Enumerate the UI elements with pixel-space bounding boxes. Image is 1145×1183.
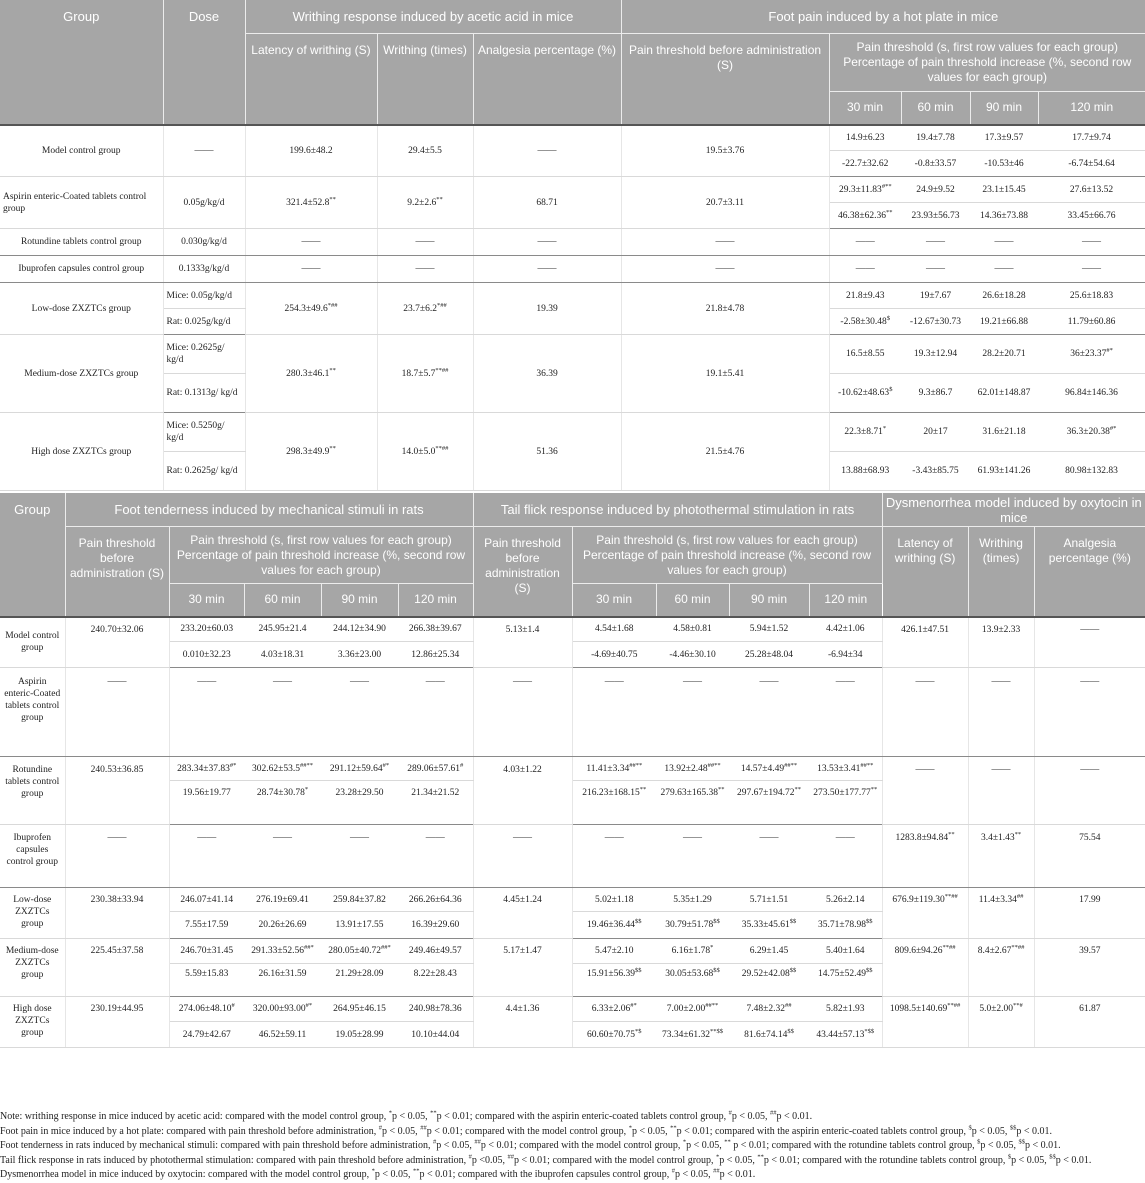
writhing-cell: 3.4±1.43** <box>968 825 1034 888</box>
analgesia-cell: —— <box>473 256 621 283</box>
value-cell: 36±23.37#* <box>1038 335 1145 374</box>
value-cell: 24.9±9.52 <box>901 177 970 203</box>
value-cell: 5.82±1.93 <box>809 997 882 1022</box>
writhing-cell: 5.0±2.00**# <box>968 997 1034 1048</box>
value-cell: 249.46±49.57 <box>398 939 473 964</box>
value-cell: 10.10±44.04 <box>398 1022 473 1048</box>
header-120min: 120 min <box>1038 92 1145 125</box>
pain-before-cell: 21.5±4.76 <box>621 413 829 491</box>
writhing-cell: 18.7±5.7**## <box>377 335 473 413</box>
value-cell: 233.20±60.03 <box>169 617 244 642</box>
value-cell: 5.59±15.83 <box>169 964 244 997</box>
analgesia-cell: 68.71 <box>473 177 621 229</box>
value-cell: —— <box>809 668 882 757</box>
value-cell: 28.2±20.71 <box>970 335 1038 374</box>
latency-cell: 199.6±48.2 <box>245 125 377 177</box>
value-cell: 283.34±37.83#* <box>169 757 244 781</box>
group-cell: Rotundine tablets control group <box>0 757 65 825</box>
value-cell: 28.74±30.78* <box>244 781 321 825</box>
value-cell: —— <box>244 825 321 888</box>
value-cell: 35.71±78.98$$ <box>809 912 882 939</box>
value-cell: 46.38±62.36** <box>829 203 901 229</box>
value-cell: 289.06±57.61# <box>398 757 473 781</box>
value-cell: —— <box>970 256 1038 283</box>
value-cell: 19.05±28.99 <box>321 1022 398 1048</box>
analgesia-cell: 61.87 <box>1034 997 1145 1048</box>
header-writhing: Writhing (times) <box>968 527 1034 617</box>
analgesia-cell: —— <box>1034 668 1145 757</box>
dose-cell: —— <box>163 125 245 177</box>
value-cell: 246.70±31.45 <box>169 939 244 964</box>
pain-before-cell: 4.4±1.36 <box>473 997 572 1048</box>
latency-cell: 1283.8±94.84** <box>882 825 968 888</box>
writhing-cell: 13.9±2.33 <box>968 617 1034 668</box>
pain-before-cell: 4.45±1.24 <box>473 888 572 939</box>
value-cell: —— <box>169 825 244 888</box>
value-cell: -6.74±54.64 <box>1038 151 1145 177</box>
value-cell: 13.53±3.41##** <box>809 757 882 781</box>
value-cell: 19.3±12.94 <box>901 335 970 374</box>
value-cell: 46.52±59.11 <box>244 1022 321 1048</box>
analgesia-cell: 75.54 <box>1034 825 1145 888</box>
latency-cell: 676.9±119.30**## <box>882 888 968 939</box>
header-pain-before: Pain threshold before administration (S) <box>621 34 829 125</box>
group-cell: Ibuprofen capsules control group <box>0 825 65 888</box>
value-cell: 23.1±15.45 <box>970 177 1038 203</box>
pain-before-cell: —— <box>621 256 829 283</box>
header-30min: 30 min <box>169 584 244 617</box>
value-cell: —— <box>970 229 1038 256</box>
value-cell: -2.58±30.48$ <box>829 309 901 335</box>
value-cell: 22.3±8.71* <box>829 413 901 452</box>
value-cell: 24.79±42.67 <box>169 1022 244 1048</box>
latency-cell: 809.6±94.26**## <box>882 939 968 997</box>
value-cell: 5.26±2.14 <box>809 888 882 912</box>
table-notes <box>0 1110 1140 1183</box>
value-cell: 11.41±3.34##** <box>572 757 656 781</box>
header-60min: 60 min <box>901 92 970 125</box>
value-cell: 4.58±0.81 <box>656 617 729 642</box>
value-cell: 19.46±36.44$$ <box>572 912 656 939</box>
value-cell: 297.67±194.72** <box>729 781 809 825</box>
value-cell: 13.88±68.93 <box>829 452 901 491</box>
dose-cell: Mice: 0.5250g/ kg/d <box>163 413 245 452</box>
pain-before-cell: 5.13±1.4 <box>473 617 572 668</box>
analgesia-cell: 19.39 <box>473 283 621 335</box>
value-cell: 4.54±1.68 <box>572 617 656 642</box>
group-cell: Ibuprofen capsules control group <box>0 256 163 283</box>
value-cell: 16.5±8.55 <box>829 335 901 374</box>
value-cell: 280.05±40.72##* <box>321 939 398 964</box>
value-cell: 13.92±2.48##** <box>656 757 729 781</box>
value-cell: 266.26±64.36 <box>398 888 473 912</box>
value-cell: —— <box>572 668 656 757</box>
table-row <box>0 617 1145 642</box>
value-cell: 12.86±25.34 <box>398 642 473 668</box>
header-90min: 90 min <box>970 92 1038 125</box>
analgesia-cell: 17.99 <box>1034 888 1145 939</box>
header-pain-before: Pain threshold before administration (S) <box>65 527 169 617</box>
value-cell: 25.6±18.83 <box>1038 283 1145 309</box>
value-cell: —— <box>321 668 398 757</box>
value-cell: 96.84±146.36 <box>1038 374 1145 413</box>
header-group: Group <box>0 0 163 125</box>
pain-before-cell: 230.38±33.94 <box>65 888 169 939</box>
header-analgesia: Analgesia percentage (%) <box>473 34 621 125</box>
pain-before-cell: —— <box>621 229 829 256</box>
header-pain-before: Pain threshold before administration (S) <box>473 527 572 617</box>
table-row <box>0 668 1145 757</box>
value-cell: 279.63±165.38** <box>656 781 729 825</box>
writhing-cell: 11.4±3.34## <box>968 888 1034 939</box>
value-cell: 276.19±69.41 <box>244 888 321 912</box>
value-cell: 291.12±59.64#* <box>321 757 398 781</box>
pain-before-cell: —— <box>65 825 169 888</box>
value-cell: 33.45±66.76 <box>1038 203 1145 229</box>
value-cell: —— <box>398 825 473 888</box>
value-cell: 7.00±2.00##** <box>656 997 729 1022</box>
table-row <box>0 997 1145 1022</box>
value-cell: -10.53±46 <box>970 151 1038 177</box>
table-row <box>0 888 1145 912</box>
group-cell: Model control group <box>0 617 65 668</box>
value-cell: —— <box>729 668 809 757</box>
pain-before-cell: 19.5±3.76 <box>621 125 829 177</box>
value-cell: 29.52±42.08$$ <box>729 964 809 997</box>
table-row <box>0 125 1145 151</box>
analgesia-cell: 39.57 <box>1034 939 1145 997</box>
value-cell: 9.3±86.7 <box>901 374 970 413</box>
analgesia-cell: —— <box>473 229 621 256</box>
value-cell: 30.05±53.68$$ <box>656 964 729 997</box>
header-writhing: Writhing (times) <box>377 34 473 125</box>
value-cell: 27.6±13.52 <box>1038 177 1145 203</box>
note-line: Dysmenorrhea model in mice induced by oxytocin: compared with the model control group, *p < 0.05, **p < 0.01; compared with the ibuprofen capsules control group, #p < 0.05, ##p < 0.01. <box>0 1168 756 1181</box>
group-cell: High dose ZXZTCs group <box>0 413 163 491</box>
value-cell: 5.35±1.29 <box>656 888 729 912</box>
value-cell: 5.02±1.18 <box>572 888 656 912</box>
value-cell: 20.26±26.69 <box>244 912 321 939</box>
pain-before-cell: 19.1±5.41 <box>621 335 829 413</box>
latency-cell: —— <box>245 256 377 283</box>
pain-before-cell: 230.19±44.95 <box>65 997 169 1048</box>
analgesia-cell: —— <box>473 125 621 177</box>
group-cell: Medium-dose ZXZTCs group <box>0 335 163 413</box>
value-cell: 17.3±9.57 <box>970 125 1038 151</box>
dose-cell: Rat: 0.025g/kg/d <box>163 309 245 335</box>
value-cell: 80.98±132.83 <box>1038 452 1145 491</box>
value-cell: 5.40±1.64 <box>809 939 882 964</box>
header-120min: 120 min <box>809 584 882 617</box>
header-latency: Latency of writhing (S) <box>882 527 968 617</box>
dose-cell: Rat: 0.2625g/ kg/d <box>163 452 245 491</box>
table-row <box>0 283 1145 309</box>
pain-before-cell: —— <box>473 825 572 888</box>
pain-before-cell: 225.45±37.58 <box>65 939 169 997</box>
header-30min: 30 min <box>572 584 656 617</box>
value-cell: 30.79±51.78$$ <box>656 912 729 939</box>
pain-before-cell: 20.7±3.11 <box>621 177 829 229</box>
header-60min: 60 min <box>244 584 321 617</box>
value-cell: 7.55±17.59 <box>169 912 244 939</box>
value-cell: -4.46±30.10 <box>656 642 729 668</box>
writhing-cell: —— <box>377 229 473 256</box>
value-cell: —— <box>829 256 901 283</box>
latency-cell: —— <box>882 757 968 825</box>
value-cell: 62.01±148.87 <box>970 374 1038 413</box>
latency-cell: 280.3±46.1** <box>245 335 377 413</box>
value-cell: 19.56±19.77 <box>169 781 244 825</box>
writhing-cell: 14.0±5.0**## <box>377 413 473 491</box>
dose-cell: 0.030g/kg/d <box>163 229 245 256</box>
writhing-cell: —— <box>968 668 1034 757</box>
value-cell: 43.44±57.13*$$ <box>809 1022 882 1048</box>
value-cell: 0.010±32.23 <box>169 642 244 668</box>
value-cell: —— <box>572 825 656 888</box>
value-cell: 274.06±48.10# <box>169 997 244 1022</box>
value-cell: 5.47±2.10 <box>572 939 656 964</box>
value-cell: —— <box>729 825 809 888</box>
table-row <box>0 335 1145 374</box>
latency-cell: 426.1±47.51 <box>882 617 968 668</box>
value-cell: -10.62±48.63$ <box>829 374 901 413</box>
analgesia-cell: —— <box>1034 617 1145 668</box>
value-cell: 8.22±28.43 <box>398 964 473 997</box>
header-30min: 30 min <box>829 92 901 125</box>
hot-plate-writhing-table <box>0 0 1145 491</box>
value-cell: 17.7±9.74 <box>1038 125 1145 151</box>
value-cell: 5.71±1.51 <box>729 888 809 912</box>
writhing-cell: —— <box>377 256 473 283</box>
value-cell: 60.60±70.75*$ <box>572 1022 656 1048</box>
value-cell: 266.38±39.67 <box>398 617 473 642</box>
pain-before-cell: —— <box>473 668 572 757</box>
value-cell: 14.75±52.49$$ <box>809 964 882 997</box>
value-cell: 273.50±177.77** <box>809 781 882 825</box>
header-mech-section: Foot tenderness induced by mechanical stimuli in rats <box>65 493 473 527</box>
pain-before-cell: 4.03±1.22 <box>473 757 572 825</box>
header-group: Group <box>0 493 65 617</box>
value-cell: -12.67±30.73 <box>901 309 970 335</box>
value-cell: 25.28±48.04 <box>729 642 809 668</box>
value-cell: 245.95±21.4 <box>244 617 321 642</box>
value-cell: —— <box>901 229 970 256</box>
value-cell: 291.33±52.56##* <box>244 939 321 964</box>
latency-cell: —— <box>882 668 968 757</box>
header-120min: 120 min <box>398 584 473 617</box>
header-tail-section: Tail flick response induced by photothermal stimulation in rats <box>473 493 882 527</box>
value-cell: 240.98±78.36 <box>398 997 473 1022</box>
mechanical-tail-dysmenorrhea-table <box>0 493 1145 1048</box>
value-cell: 3.36±23.00 <box>321 642 398 668</box>
value-cell: —— <box>1038 256 1145 283</box>
writhing-cell: 8.4±2.67**## <box>968 939 1034 997</box>
header-latency: Latency of writhing (S) <box>245 34 377 125</box>
dose-cell: Mice: 0.05g/kg/d <box>163 283 245 309</box>
value-cell: 61.93±141.26 <box>970 452 1038 491</box>
table-row <box>0 825 1145 888</box>
value-cell: 26.6±18.28 <box>970 283 1038 309</box>
pain-before-cell: 21.8±4.78 <box>621 283 829 335</box>
header-90min: 90 min <box>729 584 809 617</box>
value-cell: 36.3±20.38#* <box>1038 413 1145 452</box>
value-cell: 15.91±56.39$$ <box>572 964 656 997</box>
value-cell: 19.21±66.88 <box>970 309 1038 335</box>
note-line: Note: writhing response in mice induced by acetic acid: compared with the model control group, *p < 0.05, **p < 0.01; compared with the aspirin enteric-coated tablets control group, #p < 0.05, ##p < 0.01. <box>0 1109 813 1122</box>
value-cell: -4.69±40.75 <box>572 642 656 668</box>
value-cell: 244.12±34.90 <box>321 617 398 642</box>
dose-cell: 0.1333g/kg/d <box>163 256 245 283</box>
dose-cell: Rat: 0.1313g/ kg/d <box>163 374 245 413</box>
value-cell: 23.93±56.73 <box>901 203 970 229</box>
value-cell: 73.34±61.32**$$ <box>656 1022 729 1048</box>
value-cell: 21.29±28.09 <box>321 964 398 997</box>
pain-before-cell: 5.17±1.47 <box>473 939 572 997</box>
pain-before-cell: 240.70±32.06 <box>65 617 169 668</box>
value-cell: -22.7±32.62 <box>829 151 901 177</box>
latency-cell: 1098.5±140.69**## <box>882 997 968 1048</box>
header-pain-threshold: Pain threshold (s, first row values for each group) Percentage of pain threshold increase (%, second row values for each group) <box>572 527 882 584</box>
value-cell: 23.28±29.50 <box>321 781 398 825</box>
value-cell: —— <box>1038 229 1145 256</box>
value-cell: 14.57±4.49##** <box>729 757 809 781</box>
value-cell: -3.43±85.75 <box>901 452 970 491</box>
latency-cell: 321.4±52.8** <box>245 177 377 229</box>
value-cell: —— <box>656 668 729 757</box>
value-cell: 16.39±29.60 <box>398 912 473 939</box>
value-cell: 26.16±31.59 <box>244 964 321 997</box>
value-cell: 29.3±11.83#** <box>829 177 901 203</box>
group-cell: Rotundine tablets control group <box>0 229 163 256</box>
value-cell: 7.48±2.32## <box>729 997 809 1022</box>
value-cell: 6.33±2.06#* <box>572 997 656 1022</box>
writhing-cell: —— <box>968 757 1034 825</box>
value-cell: —— <box>169 668 244 757</box>
writhing-cell: 23.7±6.2*## <box>377 283 473 335</box>
table-row <box>0 177 1145 203</box>
table-row <box>0 256 1145 283</box>
value-cell: —— <box>398 668 473 757</box>
value-cell: 6.16±1.78* <box>656 939 729 964</box>
table-row <box>0 939 1145 964</box>
value-cell: 81.6±74.14$$ <box>729 1022 809 1048</box>
value-cell: 4.42±1.06 <box>809 617 882 642</box>
group-cell: Model control group <box>0 125 163 177</box>
value-cell: 5.94±1.52 <box>729 617 809 642</box>
header-90min: 90 min <box>321 584 398 617</box>
group-cell: Aspirin enteric-Coated tablets control group <box>0 668 65 757</box>
header-pain-threshold: Pain threshold (s, first row values for each group) Percentage of pain threshold increase (%, second row values for each group) <box>169 527 473 584</box>
value-cell: 14.9±6.23 <box>829 125 901 151</box>
value-cell: —— <box>901 256 970 283</box>
value-cell: 19±7.67 <box>901 283 970 309</box>
latency-cell: 254.3±49.6*## <box>245 283 377 335</box>
group-cell: Aspirin enteric-Coated tablets control group <box>0 177 163 229</box>
latency-cell: —— <box>245 229 377 256</box>
value-cell: 19.4±7.78 <box>901 125 970 151</box>
value-cell: —— <box>244 668 321 757</box>
value-cell: 35.33±45.61$$ <box>729 912 809 939</box>
note-line: Foot tenderness in rats induced by mechanical stimuli: compared with pain threshold before administration, #p < 0.05, ##p < 0.01; compared with the model control group, *p < 0.05, ** p < 0.01; compared with the rotundine tablets control group, $p < 0.05, $$p < 0.01. <box>0 1138 1061 1152</box>
value-cell: 246.07±41.14 <box>169 888 244 912</box>
analgesia-cell: —— <box>1034 757 1145 825</box>
value-cell: -6.94±34 <box>809 642 882 668</box>
value-cell: 216.23±168.15** <box>572 781 656 825</box>
pain-before-cell: 240.53±36.85 <box>65 757 169 825</box>
value-cell: 6.29±1.45 <box>729 939 809 964</box>
latency-cell: 298.3±49.9** <box>245 413 377 491</box>
value-cell: 20±17 <box>901 413 970 452</box>
value-cell: 302.62±53.5##** <box>244 757 321 781</box>
value-cell: 31.6±21.18 <box>970 413 1038 452</box>
value-cell: 264.95±46.15 <box>321 997 398 1022</box>
dose-cell: Mice: 0.2625g/ kg/d <box>163 335 245 374</box>
writhing-cell: 29.4±5.5 <box>377 125 473 177</box>
header-writhing-section: Writhing response induced by acetic acid in mice <box>245 0 621 34</box>
analgesia-cell: 51.36 <box>473 413 621 491</box>
group-cell: Low-dose ZXZTCs group <box>0 283 163 335</box>
value-cell: 13.91±17.55 <box>321 912 398 939</box>
group-cell: Medium-dose ZXZTCs group <box>0 939 65 997</box>
value-cell: —— <box>656 825 729 888</box>
value-cell: 21.8±9.43 <box>829 283 901 309</box>
table-row <box>0 413 1145 452</box>
writhing-cell: 9.2±2.6** <box>377 177 473 229</box>
note-line: Foot pain in mice induced by a hot plate: compared with pain threshold before administration, #p < 0.05, ##p < 0.01; compared with the model control group, *p < 0.05, **p < 0.01; compared with the aspirin enteric-coated tablets control group, $p < 0.05, $$p < 0.01. <box>0 1124 1053 1137</box>
value-cell: 320.00±93.00#* <box>244 997 321 1022</box>
header-dys-section: Dysmenorrhea model induced by oxytocin in mice <box>882 493 1145 527</box>
pain-before-cell: —— <box>65 668 169 757</box>
header-60min: 60 min <box>656 584 729 617</box>
header-hotplate-section: Foot pain induced by a hot plate in mice <box>621 0 1145 34</box>
value-cell: 21.34±21.52 <box>398 781 473 825</box>
note-line: Tail flick response in rats induced by photothermal stimulation: compared with pain threshold before administration, #p <0.05, ##p < 0.01; compared with the model control group, *p < 0.05, **p < 0.01; compared with the rotundine tablets control group, $p < 0.05, $$p < 0.01. <box>0 1153 1092 1166</box>
value-cell: —— <box>829 229 901 256</box>
header-analgesia: Analgesia percentage (%) <box>1034 527 1145 617</box>
header-pain-threshold: Pain threshold (s, first row values for each group) Percentage of pain threshold increase (%, second row values for each group) <box>829 34 1145 92</box>
header-dose: Dose <box>163 0 245 125</box>
dose-cell: 0.05g/kg/d <box>163 177 245 229</box>
table-row <box>0 757 1145 781</box>
value-cell: 4.03±18.31 <box>244 642 321 668</box>
value-cell: 11.79±60.86 <box>1038 309 1145 335</box>
table-row <box>0 229 1145 256</box>
group-cell: Low-dose ZXZTCs group <box>0 888 65 939</box>
value-cell: —— <box>321 825 398 888</box>
value-cell: 259.84±37.82 <box>321 888 398 912</box>
value-cell: —— <box>809 825 882 888</box>
value-cell: 14.36±73.88 <box>970 203 1038 229</box>
group-cell: High dose ZXZTCs group <box>0 997 65 1048</box>
analgesia-cell: 36.39 <box>473 335 621 413</box>
value-cell: -0.8±33.57 <box>901 151 970 177</box>
